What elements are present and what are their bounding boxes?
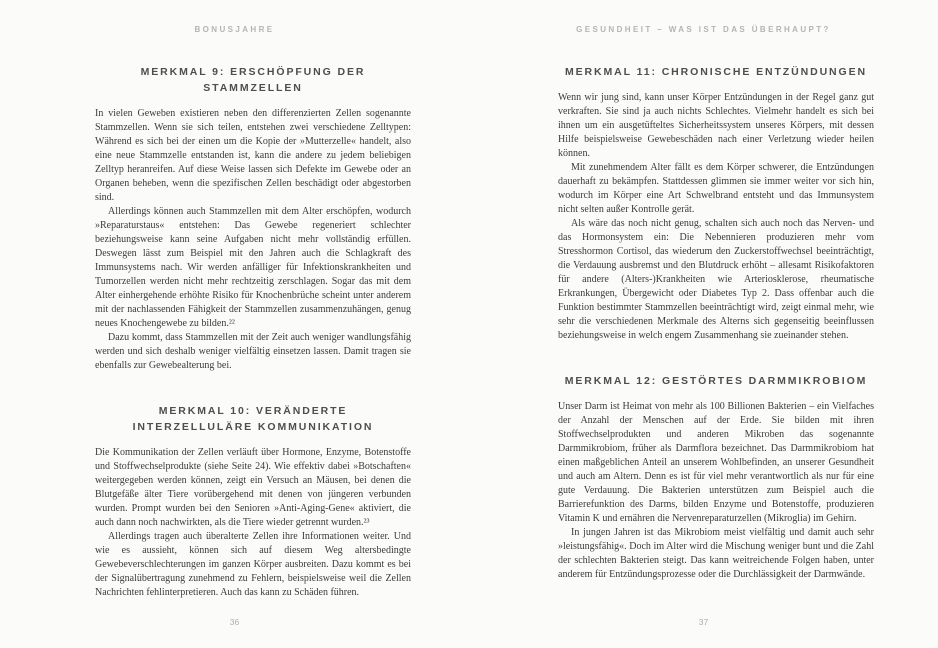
section-merkmal-11 bbox=[558, 64, 874, 343]
page-number-left: 36 bbox=[229, 617, 240, 627]
right-page-column bbox=[558, 64, 874, 582]
paragraph: Mit zunehmendem Alter fällt es dem Körper schwerer, die Entzündungen dauerhaft zu bekämpfen. Stattdessen glimmen sie immer weiter vor sich hin, wodurch im Körper eine Art Schwelbrand entsteht und das Immunsystem nicht selten außer Kontrolle gerät. bbox=[558, 162, 874, 215]
section-merkmal-10 bbox=[95, 403, 411, 600]
paragraph: In vielen Geweben existieren neben den differenzierten Zellen sogenannte Stammzellen. Wenn sie sich teilen, entstehen zwei verschiedene Zelltypen: Während es sich bei der einen um die Kopie der »Mutterzelle« handelt, also eine neue Stammzelle entstanden ist, kann die andere zu jedem beliebigen Zelltyp heranreifen. Auf diese Weise lassen sich Defekte im Gewebe oder an Organen beheben, wenn die spezifischen Zellen beschädigt oder abgestorben sind. bbox=[95, 108, 411, 203]
section-merkmal-9 bbox=[95, 64, 411, 373]
section-heading-merkmal-11: MERKMAL 11: CHRONISCHE ENTZÜNDUNGEN bbox=[565, 66, 867, 78]
running-head-right: GESUNDHEIT – WAS IST DAS ÜBERHAUPT? bbox=[576, 25, 831, 34]
section-merkmal-12 bbox=[558, 373, 874, 582]
running-head-left: BONUSJAHRE bbox=[194, 25, 275, 34]
left-page-column bbox=[95, 64, 411, 600]
page-number-right: 37 bbox=[698, 617, 709, 627]
paragraph: In jungen Jahren ist das Mikrobiom meist vielfältig und damit auch sehr »leistungsfähig«. Doch im Alter wird die Mischung weniger bunt und die Zahl der schlechten Bakterien steigt. Das kann weitreichende Folgen haben, unter anderem für Entzündungsprozesse oder die Durchlässigkeit der Darmwände. bbox=[558, 527, 874, 580]
paragraph: Allerdings können auch Stammzellen mit dem Alter erschöpfen, wodurch »Reparaturstaus« entstehen: Das Gewebe regeneriert schlechter beziehungsweise kann seine Aufgaben nicht mehr vollständig erfüllen. Deswegen lässt zum Beispiel mit den Jahren auch die Schlagkraft des Immunsystems nach. Wir werden anfälliger für Infektionskrankheiten und Tumorzellen werden nicht mehr rechtzeitig zerschlagen. Sogar das mit dem Alter einhergehende erhöhte Risiko für Knochenbrüche scheint unter anderem mit der nachlassenden Fähigkeit der Stammzellen zusammenzuhängen, genug neues Knochengewebe zu bilden.²² bbox=[95, 206, 411, 329]
paragraph: Die Kommunikation der Zellen verläuft über Hormone, Enzyme, Botenstoffe und Stoffwechselprodukte (siehe Seite 24). Wie effektiv dabei »Botschaften« weitergegeben werden können, zeigt ein Versuch an Mäusen, bei denen die Blutgefäße älter Tiere vorübergehend mit denen von jüngeren verbunden wurden. Prompt wurden bei den Senioren »Anti-Aging-Gene« aktiviert, die auch dann noch nachwirkten, als die Tiere wieder getrennt wurden.²³ bbox=[95, 447, 411, 528]
paragraph: Unser Darm ist Heimat von mehr als 100 Billionen Bakterien – ein Vielfaches der Anzahl der Menschen auf der Erde. Sie bilden mit ihren Stoffwechselprodukten und anderen Mikroben das sogenannte Darmmikrobiom, früher als Darmflora bezeichnet. Das Darmmikrobiom hat einen maßgeblichen Anteil an unserem Wohlbefinden, an unserer Gesundheit und auch am Altern. Denn es ist für viel mehr verantwortlich als nur für eine gute Verdauung. Die Bakterien unterstützen zum Beispiel auch die Barrierefunktion des Darms, bilden Enzyme und Botenstoffe, produzieren Vitamin K und ernähren die Nervenreparaturzellen (Mikroglia) im Gehirn. bbox=[558, 401, 874, 524]
section-heading-merkmal-9: MERKMAL 9: ERSCHÖPFUNG DER STAMMZELLEN bbox=[140, 66, 366, 94]
paragraph: Dazu kommt, dass Stammzellen mit der Zeit auch weniger wandlungsfähig werden und sich deshalb weniger vielfältig einsetzen lassen. Damit tragen sie ebenfalls zur Gewebealterung bei. bbox=[95, 332, 411, 371]
paragraph: Allerdings tragen auch überalterte Zellen ihre Informationen weiter. Und wie es aussieht, können sich auf diesem Weg altersbedingte Gewebeverschlechterungen im ganzen Körper ausbreiten. Dazu kommt es bei der Signalübertragung zunehmend zu Fehlern, beispielsweise weil die Zellen Nachrichten fehlinterpretieren. Auch das kann zu Schäden führen. bbox=[95, 531, 411, 598]
section-heading-merkmal-12: MERKMAL 12: GESTÖRTES DARMMIKROBIOM bbox=[564, 375, 868, 387]
paragraph: Wenn wir jung sind, kann unser Körper Entzündungen in der Regel ganz gut verkraften. Sie sind ja auch nichts Schlechtes. Vielmehr handelt es sich bei ihnen um ein ausgetüfteltes Sicherheitssystem unseres Körpers, mit dessen Hilfe beispielsweise Gewebeschäden nach einer Verletzung wieder heilen können. bbox=[558, 92, 874, 159]
section-heading-merkmal-10 bbox=[95, 403, 411, 435]
heading-line-2: INTERZELLULÄRE KOMMUNIKATION bbox=[132, 421, 374, 433]
heading-line-1: MERKMAL 10: VERÄNDERTE bbox=[158, 405, 348, 417]
paragraph: Als wäre das noch nicht genug, schalten sich auch noch das Nerven- und das Hormonsystem ein: Die Nebennieren produzieren mehr vom Stresshormon Cortisol, das wiederum den Zuckerstoffwechsel beeinträchtigt, die Verdauung ausbremst und den Blutdruck erhöht – allesamt Risikofaktoren für andere (Alters-)Krankheiten wie Arteriosklerose, rheumatische Erkrankungen, Übergewicht oder Diabetes Typ 2. Dass offenbar auch die Funktion bestimmter Stammzellen beeinträchtigt wird, zeigt einmal mehr, wie sehr die verschiedenen Merkmale des Alterns sich gegenseitig beeinflussen beziehungsweise in welch engem Zusammenhang sie zueinander stehen. bbox=[558, 218, 874, 341]
